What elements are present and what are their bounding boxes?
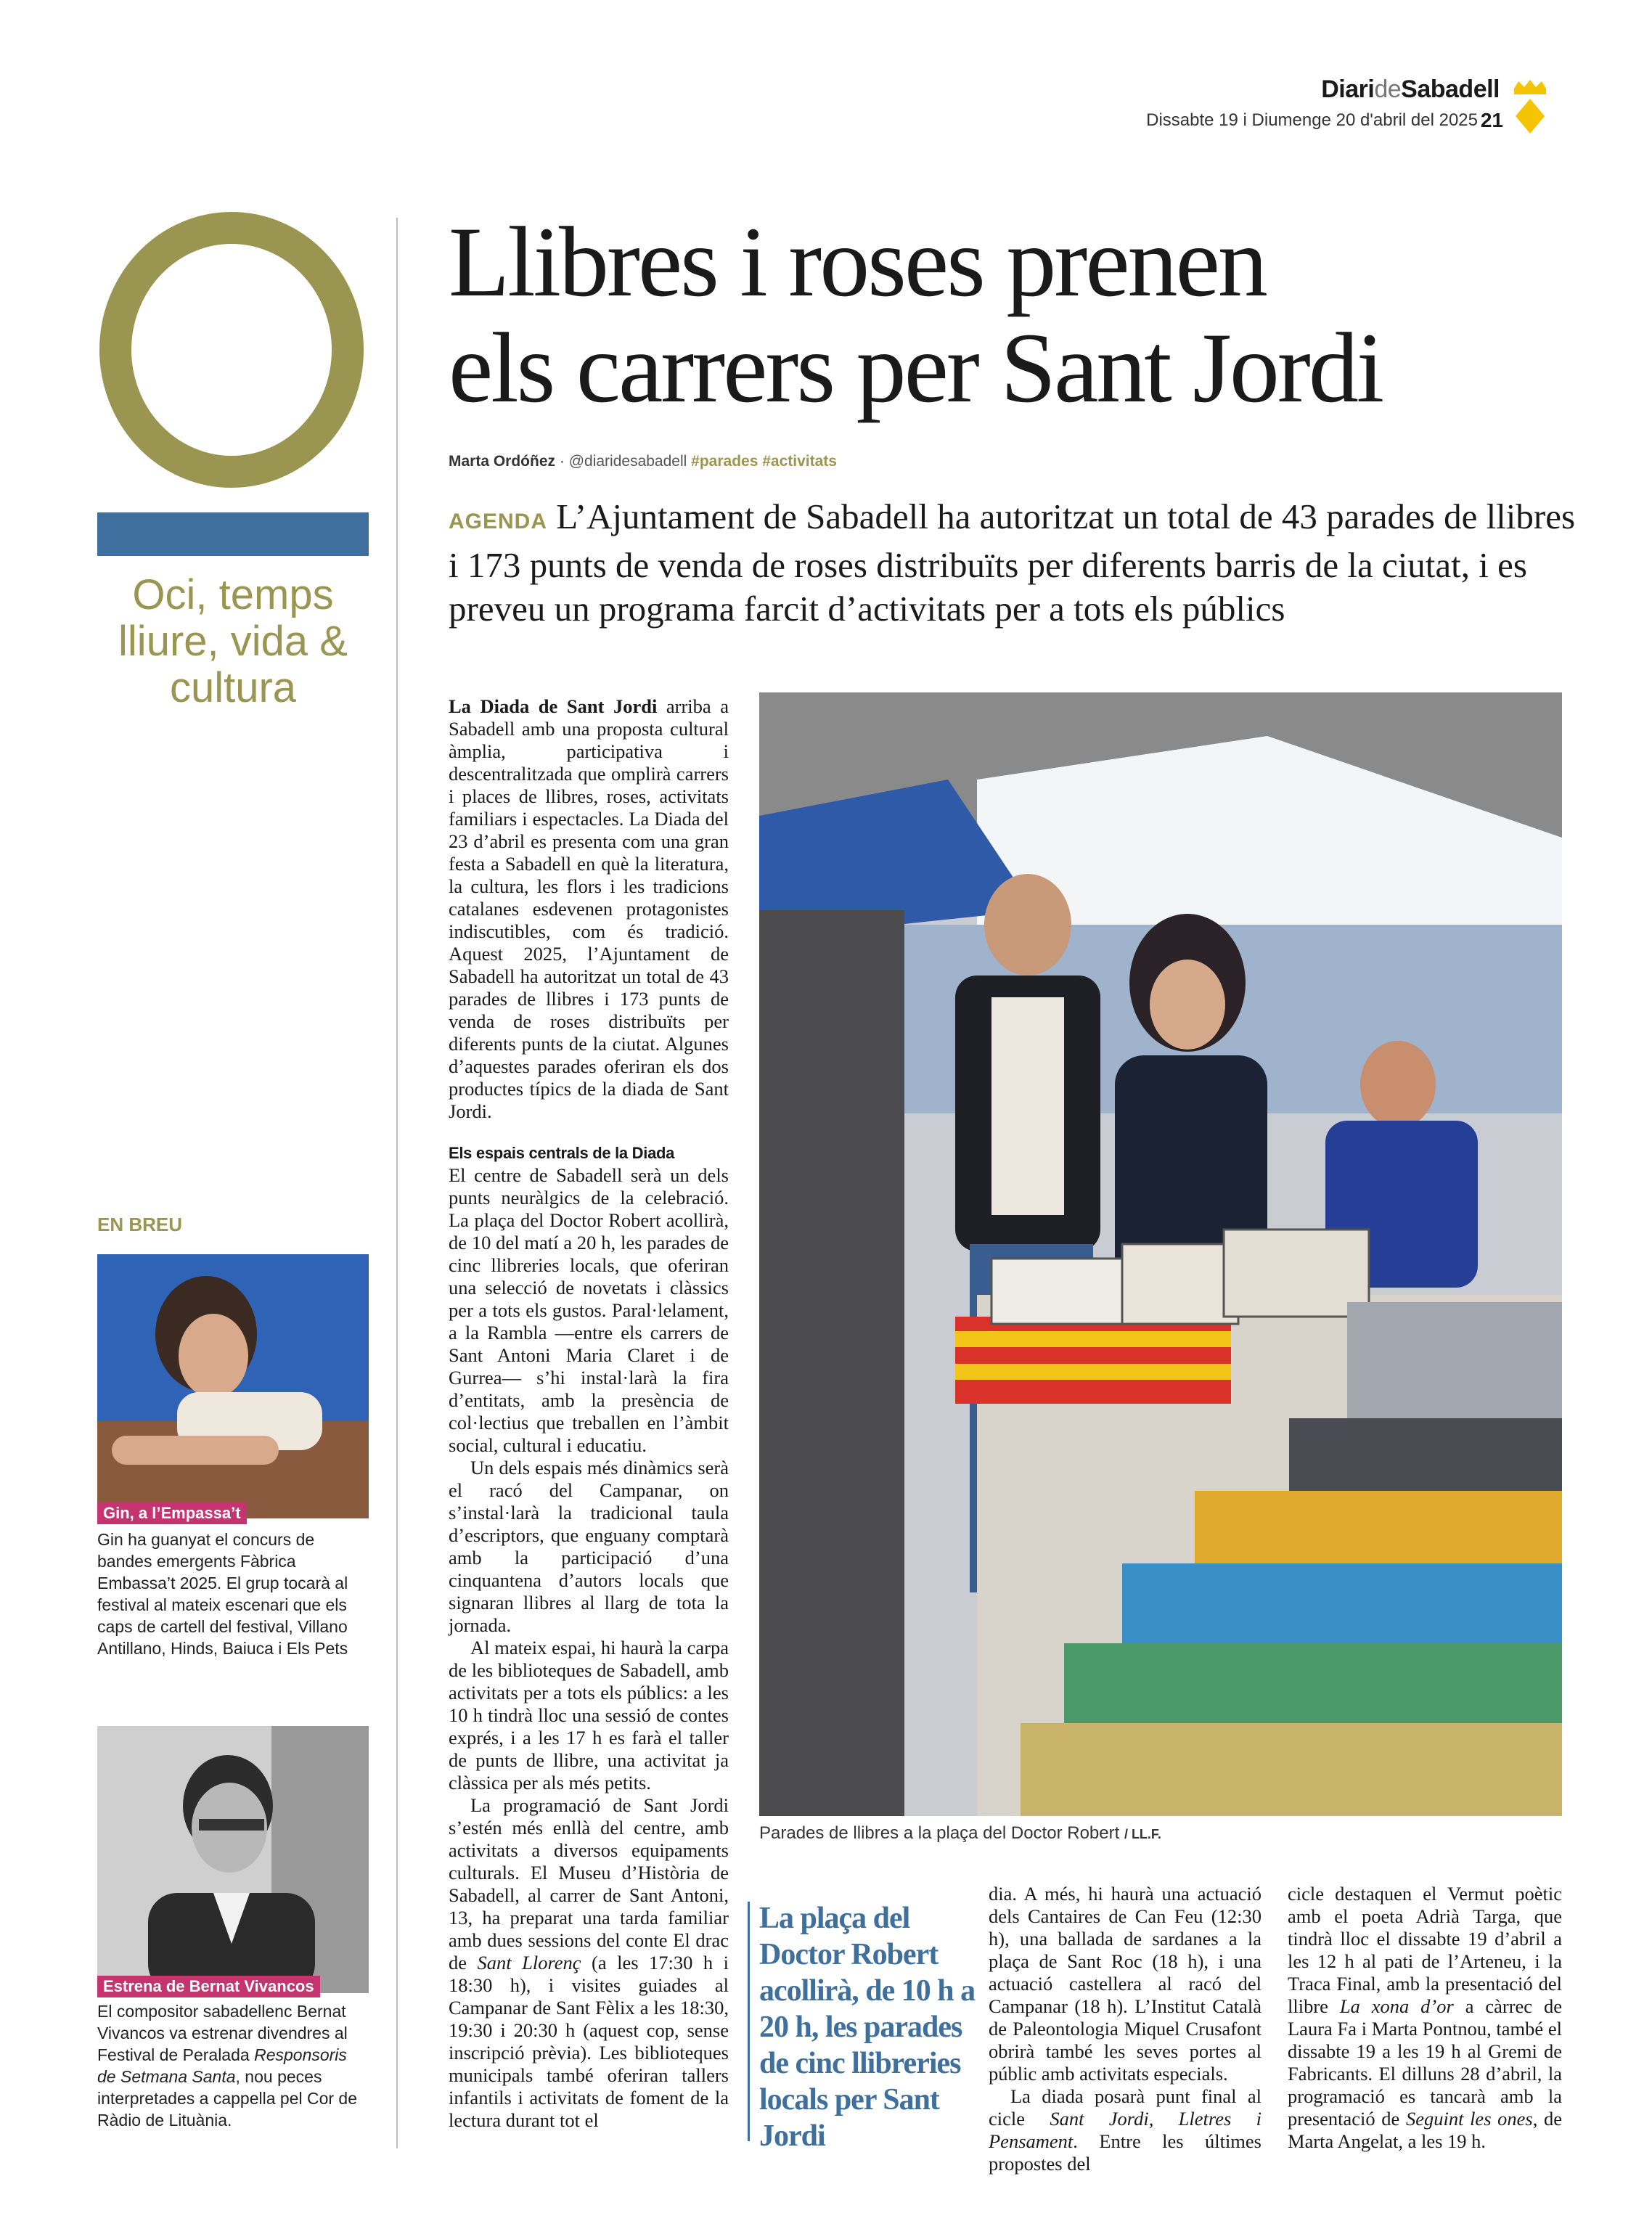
column-divider — [396, 218, 398, 2148]
body-column-3: cicle destaquen el Vermut poètic amb el poeta Adrià Targa, que tindrà lloc el dissabte 19 d’abril a les 12 h al pati de l’Arteneu, i la Traca Final, amb la presentació del llibre La xona d’or a càrrec de Laura Fa i Marta Pontnou, també el dissabte 19 a les 19 h al Gremi de Fabricants. El dilluns 28 d’abril, la programació es tancarà amb la presentació de Seguint les ones, de Marta Angelat, a les 19 h. — [1288, 1883, 1563, 2152]
issue-date: Dissabte 19 i Diumenge 20 d'abril del 2025 — [1146, 110, 1478, 130]
bernat-vivancos-photo — [97, 1726, 369, 1993]
photo-credit: / LL.F. — [1124, 1827, 1161, 1841]
deck: AGENDA L’Ajuntament de Sabadell ha autoritzat un total de 43 parades de llibres i 173 punts de venda de roses distribuïts per diferents barris de la ciutat, i es preveu un programa farcit d’activitats per a tots els públics — [449, 496, 1576, 629]
crown-diamond-logo — [1508, 78, 1552, 136]
breu-item-2-title: Estrena de Bernat Vivancos — [97, 1976, 320, 1997]
breu-item-1-title: Gin, a l’Empassa’t — [97, 1502, 247, 1524]
hashtags: #parades #activitats — [691, 453, 837, 470]
social-handle: @diaridesabadell — [568, 453, 687, 470]
section-letter-o — [94, 212, 369, 488]
gin-band-photo — [97, 1254, 369, 1518]
subhead: Els espais centrals de la Diada — [449, 1144, 675, 1162]
book-stall-photo — [759, 692, 1562, 1816]
section-title: Oci, temps lliure, vida & cultura — [118, 571, 348, 711]
body-column-1: La Diada de Sant Jordi arriba a Sabadell amb una proposta cultural àmplia, participativa i descentralitzada que omplirà carrers i places de llibres, roses, activitats familiars i espectacles. La Diada del 23 d’abril es presenta com una gran festa a Sabadell en què la literatura, la cultura, les flors i les tradicions catalanes esdevenen protagonistes indiscutibles, com és tradició. Aquest 2025, l’Ajuntament de Sabadell ha autoritzat un total de 43 parades de llibres i 173 punts de venda de roses distribuïts per diferents punts de la ciutat. Algunes d’aquestes parades oferiran els dos productes típics de la diada de Sant Jordi. Els espais centrals de la Diada El centre de Sabadell serà un dels punts neuràlgics de la celebració. La plaça del Doctor Robert acollirà, de 10 del matí a 20 h, les parades de cinc llibreries locals, que oferiran una selecció de novetats i clàssics per a tots els gustos. Paral·lelament, a la Rambla —entre els carrers de Sant Antoni Maria Claret i de Gurrea— s’hi instal·larà la fira d’entitats, amb la presència de col·lectius que treballen en l’àmbit social, cultural i educatiu. Un dels espais més dinàmics serà el racó del Campanar, on s’instal·larà la tradicional taula d’escriptors, que enguany comptarà amb la participació d’una cinquantena d’autors locals que signaran llibres al llarg de tota la jornada. Al mateix espai, hi haurà la carpa de les biblioteques de Sabadell, amb activitats per a tots els públics: a les 10 h tindrà lloc una sessió de contes exprés, i a les 17 h es farà el taller de punts de llibre, una activitat ja clàssica per als més petits. La programació de Sant Jordi s’estén més enllà del centre, amb activitats a diversos equipaments culturals. El Museu d’Història de Sabadell, al carrer de Sant Antoni, 13, ha preparat una tarda familiar amb dues sessions del conte El drac de Sant Llorenç (a les 17:30 h i 18:30 h), i visites guiades al Campanar de Sant Fèlix a les 18:30, 19:30 i 20:30 h (aquest cop, sense inscripció prèvia). Les biblioteques municipals també oferiran tallers infantils i activitats de foment de la lectura durant tot el — [449, 695, 729, 2131]
body-column-2: dia. A més, hi haurà una actuació dels Cantaires de Can Feu (12:30 h), una ballada de sardanes a la plaça de Sant Roc (18 h), i una actuació castellera al racó del Campanar (18 h). L’Institut Català de Paleontologia Miquel Crusafont obrirà també les seves portes al públic amb activitats especials. La diada posarà punt final al cicle Sant Jordi, Lletres i Pensament. Entre les últimes propostes del — [989, 1883, 1262, 2175]
byline: Marta Ordóñez · @diaridesabadell #parades #activitats — [449, 453, 837, 470]
pull-quote: La plaça del Doctor Robert acollirà, de 10 h a 20 h, les parades de cinc llibreries locals per Sant Jordi — [759, 1902, 976, 2153]
breu-item-2-text: El compositor sabadellenc Bernat Vivancos va estrenar divendres al Festival de Peralada Responsoris de Setmana Santa, nou peces interpretades a cappella pel Cor de Ràdio de Lituània. — [97, 2002, 358, 2130]
photo-caption: Parades de llibres a la plaça del Doctor Robert / LL.F. — [759, 1823, 1161, 1843]
masthead-brand: DiarideSabadell — [1321, 75, 1500, 103]
pullquote-rule — [748, 1902, 750, 2141]
page-number: 21 — [1480, 109, 1503, 131]
headline: Llibres i roses prenen els carrers per Sant Jordi — [449, 206, 1383, 423]
author-name: Marta Ordóñez — [449, 453, 556, 470]
deck-tag: AGENDA — [449, 510, 548, 533]
breu-item-1-text: Gin ha guanyat el concurs de bandes emergents Fàbrica Embassa’t 2025. El grup tocarà al festival al mateix escenari que els caps de cartell del festival, Villano Antillano, Hinds, Baiuca i Els Pets — [97, 1530, 348, 1658]
en-breu-label: EN BREU — [97, 1214, 183, 1235]
section-color-bar — [97, 512, 369, 556]
